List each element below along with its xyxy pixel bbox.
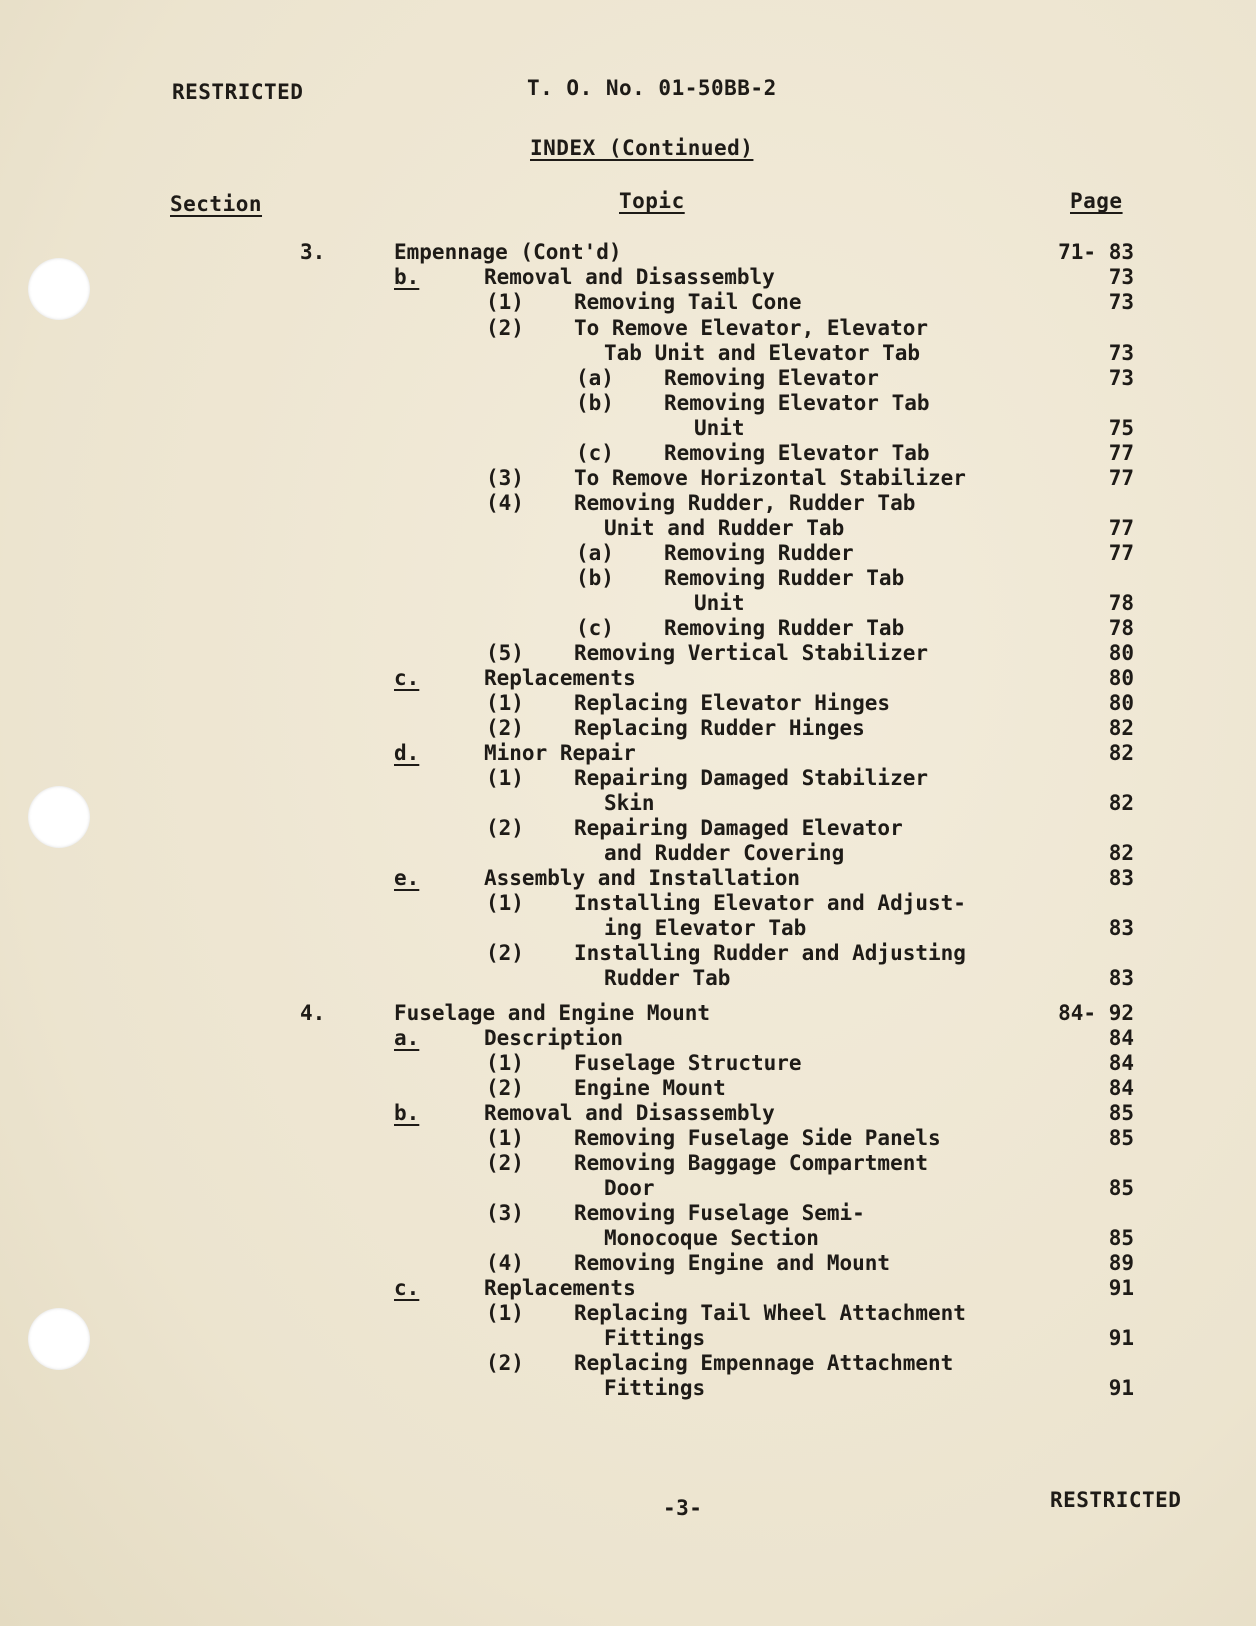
entry-page: 84 [1108, 1051, 1134, 1075]
index-entry [0, 666, 1256, 691]
index-entry [0, 1226, 1256, 1251]
index-entry [0, 816, 1256, 841]
entry-label: d. [394, 741, 420, 765]
entry-page: 73 [1108, 341, 1134, 365]
index-entry [0, 1251, 1256, 1276]
entry-page: 91 [1108, 1376, 1134, 1400]
entry-page: 77 [1108, 516, 1134, 540]
entry-topic: Removing Elevator Tab [664, 441, 930, 465]
entry-topic: To Remove Elevator, Elevator [574, 316, 929, 340]
entry-page: 83 [1108, 966, 1134, 990]
index-entry [0, 841, 1256, 866]
index-entry [0, 441, 1256, 466]
index-entry [0, 240, 1256, 265]
index-entry [0, 1326, 1256, 1351]
page-title: INDEX (Continued) [530, 136, 754, 160]
index-entry [0, 616, 1256, 641]
index-entry [0, 265, 1256, 290]
entry-page: 85 [1108, 1176, 1134, 1200]
entry-page: 83 [1108, 916, 1134, 940]
entry-topic: Removing Elevator [664, 366, 879, 390]
entry-topic: Replacing Tail Wheel Attachment [574, 1301, 966, 1325]
entry-page: 84 [1108, 1026, 1134, 1050]
entry-topic: Door [604, 1176, 655, 1200]
column-header-page: Page [1070, 189, 1123, 213]
index-entry [0, 1051, 1256, 1076]
entry-page: 78 [1108, 591, 1134, 615]
entry-page: 84 [1108, 1076, 1134, 1100]
entry-page: 85 [1108, 1101, 1134, 1125]
index-entry [0, 416, 1256, 441]
entry-page: 77 [1108, 541, 1134, 565]
column-header-topic: Topic [619, 189, 685, 213]
entry-topic: Removing Vertical Stabilizer [574, 641, 929, 665]
entry-topic: Replacing Empennage Attachment [574, 1351, 954, 1375]
entry-label: (c) [576, 616, 614, 640]
entry-page: 73 [1108, 290, 1134, 314]
page-number: -3- [663, 1496, 703, 1520]
index-entry [0, 566, 1256, 591]
entry-page: 89 [1108, 1251, 1134, 1275]
entry-page: 82 [1108, 791, 1134, 815]
entry-topic: Skin [604, 791, 655, 815]
entry-topic: Removing Elevator Tab [664, 391, 930, 415]
entry-topic: Assembly and Installation [484, 866, 801, 890]
entry-page: 77 [1108, 441, 1134, 465]
entry-topic: Fuselage and Engine Mount [394, 1001, 711, 1025]
entry-topic: Removing Rudder, Rudder Tab [574, 491, 916, 515]
document-number: T. O. No. 01-50BB-2 [527, 76, 777, 100]
entry-label: (1) [486, 691, 524, 715]
entry-topic: Fittings [604, 1376, 706, 1400]
index-entry [0, 316, 1256, 341]
index-entry [0, 1001, 1256, 1026]
entry-page: 82 [1108, 841, 1134, 865]
entry-topic: Description [484, 1026, 624, 1050]
column-header-section: Section [170, 192, 263, 216]
entry-page: 78 [1108, 616, 1134, 640]
index-entry [0, 1176, 1256, 1201]
entry-label: 3. [300, 240, 326, 264]
index-entry [0, 941, 1256, 966]
index-entry [0, 741, 1256, 766]
entry-label: 4. [300, 1001, 326, 1025]
index-entry [0, 466, 1256, 491]
entry-label: (2) [486, 941, 524, 965]
entry-topic: Minor Repair [484, 741, 636, 765]
entry-label: (5) [486, 641, 524, 665]
entry-page: 91 [1108, 1276, 1134, 1300]
entry-topic: Repairing Damaged Stabilizer [574, 766, 929, 790]
entry-label: (1) [486, 1301, 524, 1325]
entry-topic: Tab Unit and Elevator Tab [604, 341, 921, 365]
index-entry [0, 1301, 1256, 1326]
entry-page: 85 [1108, 1126, 1134, 1150]
index-entry [0, 1276, 1256, 1301]
index-entry [0, 766, 1256, 791]
entry-label: (2) [486, 316, 524, 340]
index-entry [0, 866, 1256, 891]
entry-topic: Unit [694, 416, 745, 440]
index-entry [0, 641, 1256, 666]
index-entry [0, 891, 1256, 916]
entry-topic: Replacements [484, 666, 636, 690]
entry-page: 75 [1108, 416, 1134, 440]
index-entry [0, 691, 1256, 716]
entry-topic: Repairing Damaged Elevator [574, 816, 903, 840]
index-entry [0, 1151, 1256, 1176]
index-entry [0, 541, 1256, 566]
entry-topic: Engine Mount [574, 1076, 726, 1100]
entry-page: 80 [1108, 691, 1134, 715]
index-entry [0, 290, 1256, 315]
entry-topic: and Rudder Covering [604, 841, 845, 865]
entry-topic: Removing Rudder Tab [664, 616, 905, 640]
entry-label: (2) [486, 716, 524, 740]
index-entry [0, 516, 1256, 541]
entry-topic: Unit [694, 591, 745, 615]
entry-label: (2) [486, 1351, 524, 1375]
entry-topic: Removing Fuselage Semi- [574, 1201, 865, 1225]
entry-label: (b) [576, 391, 614, 415]
index-entry [0, 1376, 1256, 1401]
entry-label: b. [394, 1101, 420, 1125]
entry-page: 71- 83 [1058, 240, 1134, 264]
restricted-stamp-bottom: RESTRICTED [1050, 1488, 1182, 1512]
entry-topic: ing Elevator Tab [604, 916, 807, 940]
entry-page: 84- 92 [1058, 1001, 1134, 1025]
index-entry [0, 716, 1256, 741]
entry-label: (1) [486, 1051, 524, 1075]
entry-label: (2) [486, 816, 524, 840]
index-entry [0, 1101, 1256, 1126]
entry-topic: Replacing Elevator Hinges [574, 691, 891, 715]
entry-topic: Installing Elevator and Adjust- [574, 891, 966, 915]
entry-topic: Installing Rudder and Adjusting [574, 941, 966, 965]
index-entry [0, 366, 1256, 391]
index-entry [0, 1076, 1256, 1101]
index-entry [0, 1201, 1256, 1226]
restricted-stamp-top: RESTRICTED [172, 80, 304, 104]
entry-label: (4) [486, 1251, 524, 1275]
entry-page: 73 [1108, 265, 1134, 289]
entry-topic: Replacements [484, 1276, 636, 1300]
index-entry [0, 791, 1256, 816]
entry-label: b. [394, 265, 420, 289]
entry-topic: Removing Baggage Compartment [574, 1151, 929, 1175]
entry-label: (b) [576, 566, 614, 590]
index-entry [0, 966, 1256, 991]
entry-page: 80 [1108, 666, 1134, 690]
index-entry [0, 916, 1256, 941]
index-entry [0, 1126, 1256, 1151]
entry-topic: Unit and Rudder Tab [604, 516, 845, 540]
entry-page: 82 [1108, 716, 1134, 740]
entry-label: a. [394, 1026, 420, 1050]
index-entry [0, 1351, 1256, 1376]
entry-label: (a) [576, 541, 614, 565]
entry-topic: Replacing Rudder Hinges [574, 716, 865, 740]
entry-topic: Fittings [604, 1326, 706, 1350]
index-entry [0, 591, 1256, 616]
entry-topic: Removing Rudder Tab [664, 566, 905, 590]
entry-page: 77 [1108, 466, 1134, 490]
entry-label: c. [394, 666, 420, 690]
entry-page: 73 [1108, 366, 1134, 390]
entry-label: e. [394, 866, 420, 890]
entry-topic: Removing Engine and Mount [574, 1251, 891, 1275]
entry-topic: Removal and Disassembly [484, 265, 775, 289]
entry-topic: Removing Fuselage Side Panels [574, 1126, 941, 1150]
entry-label: (1) [486, 1126, 524, 1150]
entry-topic: Removal and Disassembly [484, 1101, 775, 1125]
entry-topic: Monocoque Section [604, 1226, 819, 1250]
entry-label: (1) [486, 290, 524, 314]
index-entry [0, 391, 1256, 416]
entry-label: (2) [486, 1076, 524, 1100]
entry-page: 85 [1108, 1226, 1134, 1250]
entry-page: 80 [1108, 641, 1134, 665]
entry-label: (3) [486, 466, 524, 490]
entry-label: (c) [576, 441, 614, 465]
entry-topic: To Remove Horizontal Stabilizer [574, 466, 966, 490]
entry-label: (3) [486, 1201, 524, 1225]
index-entry [0, 1026, 1256, 1051]
entry-label: (4) [486, 491, 524, 515]
entry-topic: Rudder Tab [604, 966, 731, 990]
entry-label: (a) [576, 366, 614, 390]
entry-topic: Fuselage Structure [574, 1051, 802, 1075]
entry-topic: Removing Tail Cone [574, 290, 802, 314]
entry-page: 82 [1108, 741, 1134, 765]
entry-label: c. [394, 1276, 420, 1300]
entry-topic: Removing Rudder [664, 541, 854, 565]
index-entry [0, 341, 1256, 366]
entry-page: 91 [1108, 1326, 1134, 1350]
entry-label: (2) [486, 1151, 524, 1175]
index-entry [0, 491, 1256, 516]
entry-page: 83 [1108, 866, 1134, 890]
entry-label: (1) [486, 766, 524, 790]
entry-label: (1) [486, 891, 524, 915]
entry-topic: Empennage (Cont'd) [394, 240, 622, 264]
